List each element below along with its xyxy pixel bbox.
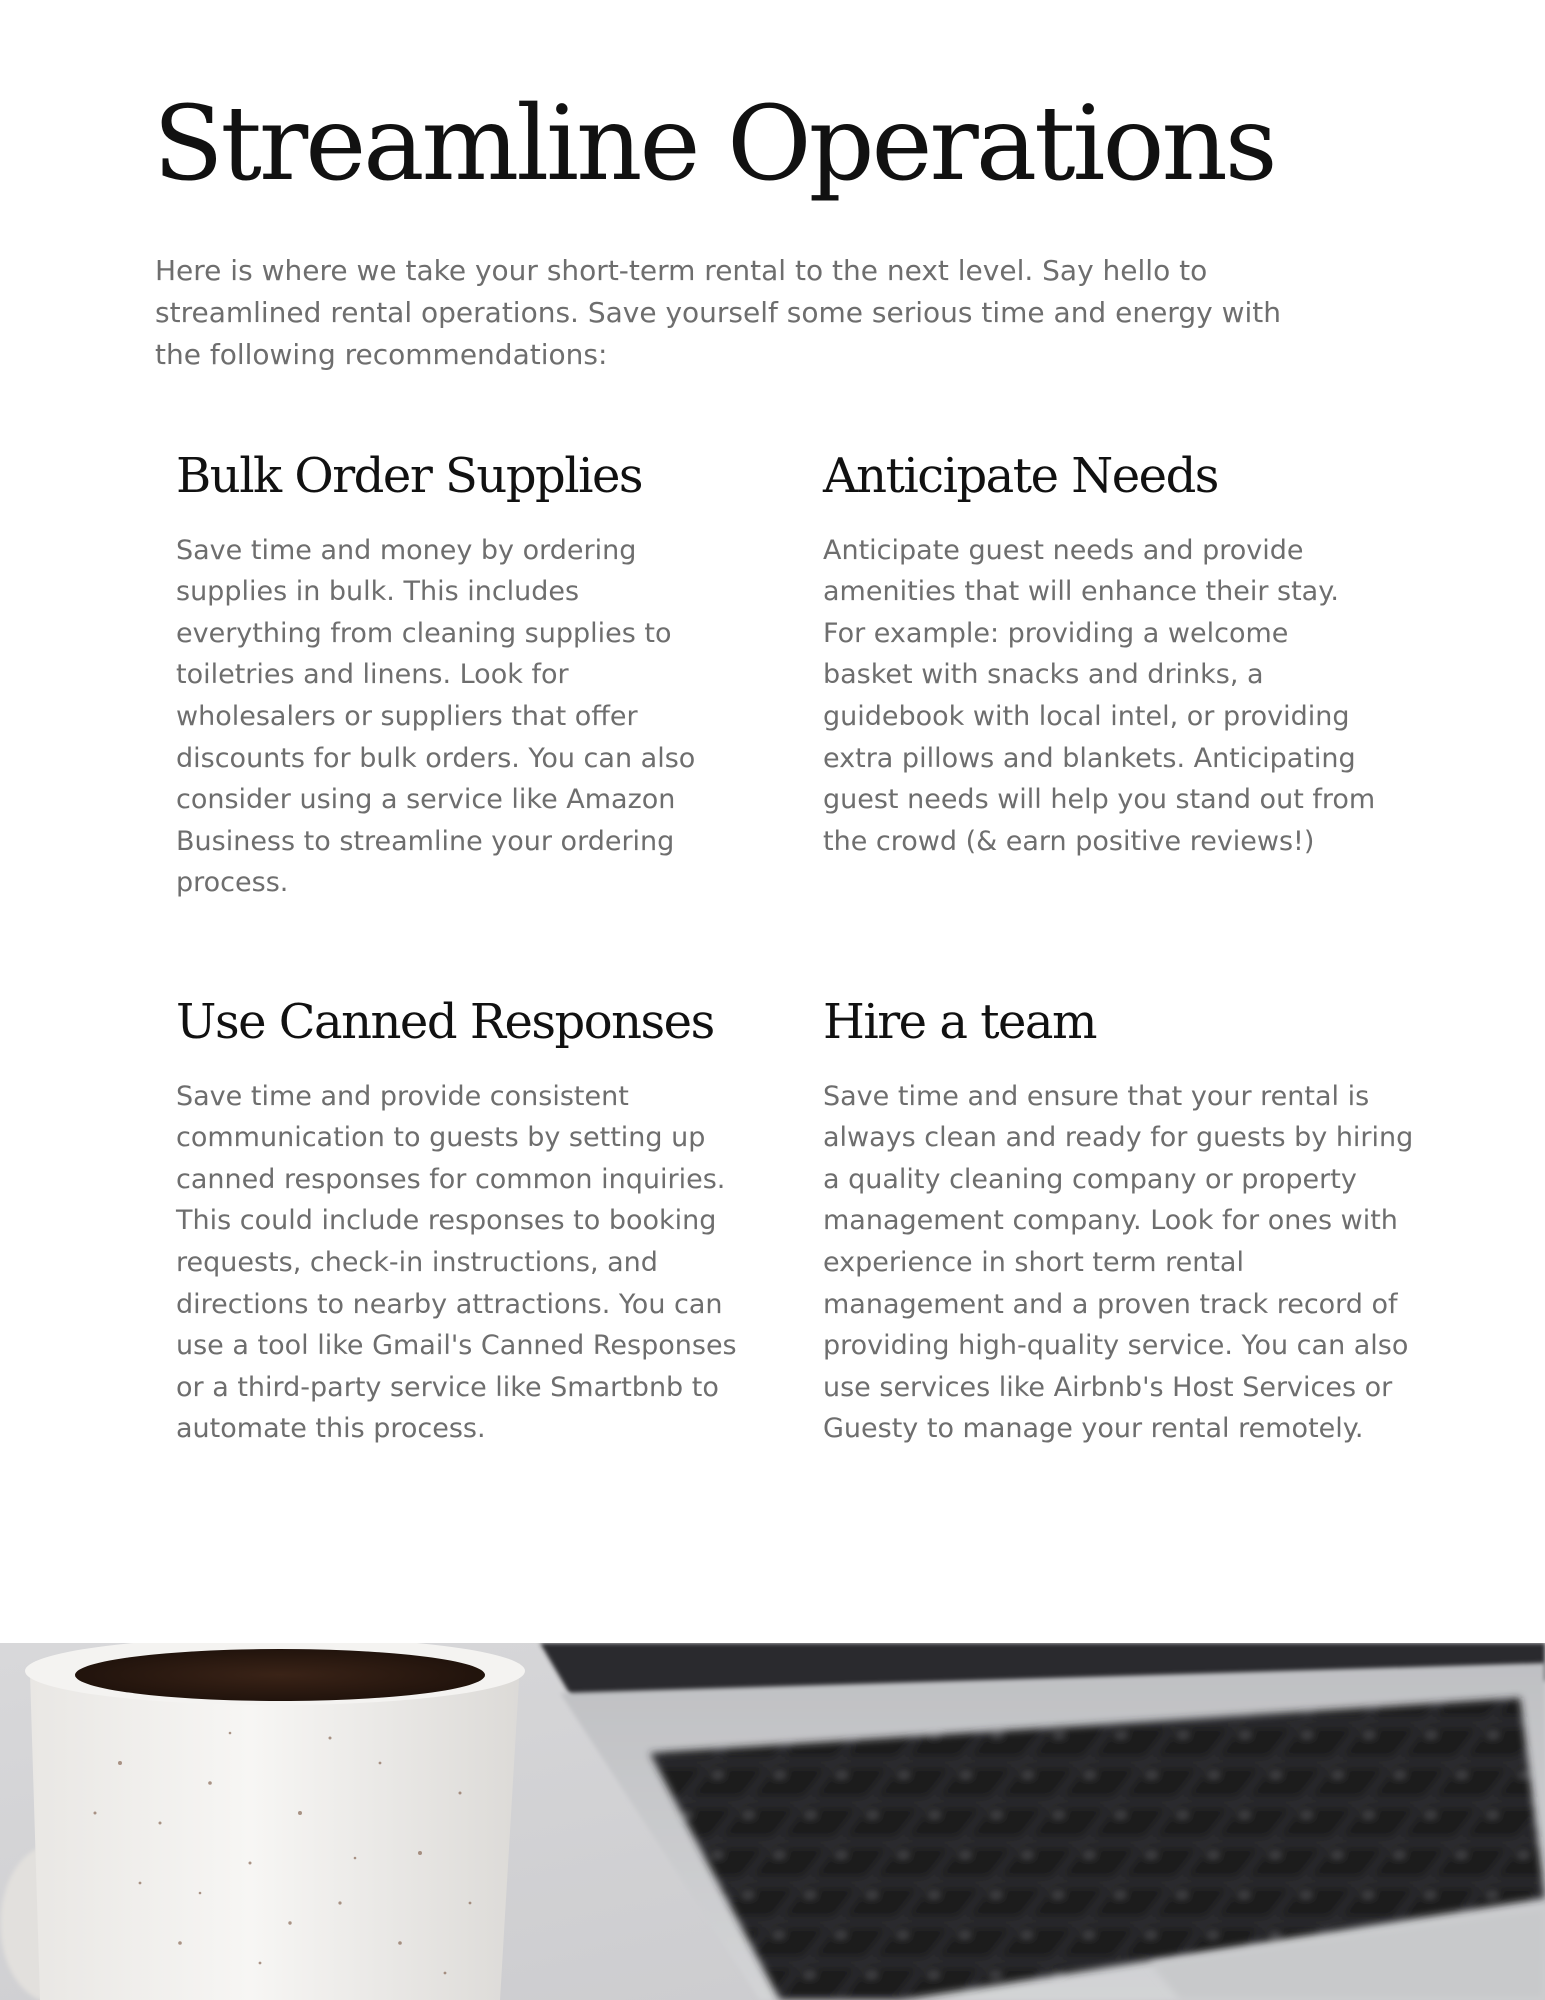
section-body: Save time and ensure that your rental is always clean and ready for guests by hiring a quality cleaning company or property management company. Look for ones with experience in short term rental management and a proven track record of providing high-quality service. You can also use services like Airbnb's Host Services or Guesty to manage your rental remotely. — [823, 1080, 1414, 1445]
section-bulk-order-supplies — [176, 448, 706, 904]
section-body: Save time and provide consistent communication to guests by setting up canned responses for common inquiries. This could include responses to booking requests, check-in instructions, and directions to nearby attractions. You can use a tool like Gmail's Canned Responses or a third-party service like Smartbnb to automate this process. — [176, 1080, 737, 1445]
mug-shape — [1, 1643, 525, 2000]
section-anticipate-needs — [823, 448, 1383, 862]
section-hire-a-team — [823, 994, 1423, 1450]
page-title: Streamline Operations — [153, 84, 1275, 204]
section-heading: Use Canned Responses — [176, 994, 714, 1050]
section-body: Save time and money by ordering supplies in bulk. This includes everything from cleaning supplies to toiletries and linens. Look for wholesalers or suppliers that offer discounts for bulk orders. You can also consider using a service like Amazon Business to streamline your ordering process. — [176, 534, 696, 899]
section-heading: Anticipate Needs — [823, 448, 1218, 504]
section-heading: Bulk Order Supplies — [176, 448, 643, 504]
intro-paragraph: Here is where we take your short-term rental to the next level. Say hello to streamlined rental operations. Save yourself some serious time and energy with the following recommendations: — [155, 254, 1281, 371]
coffee-laptop-photo — [0, 1643, 1545, 2000]
section-body: Anticipate guest needs and provide amenities that will enhance their stay. For example: providing a welcome basket with snacks and drinks, a guidebook with local intel, or providing extra pillows and blankets. Anticipating guest needs will help you stand out from the crowd (& earn positive reviews!) — [823, 534, 1376, 857]
section-use-canned-responses — [176, 994, 761, 1450]
section-heading: Hire a team — [823, 994, 1097, 1050]
